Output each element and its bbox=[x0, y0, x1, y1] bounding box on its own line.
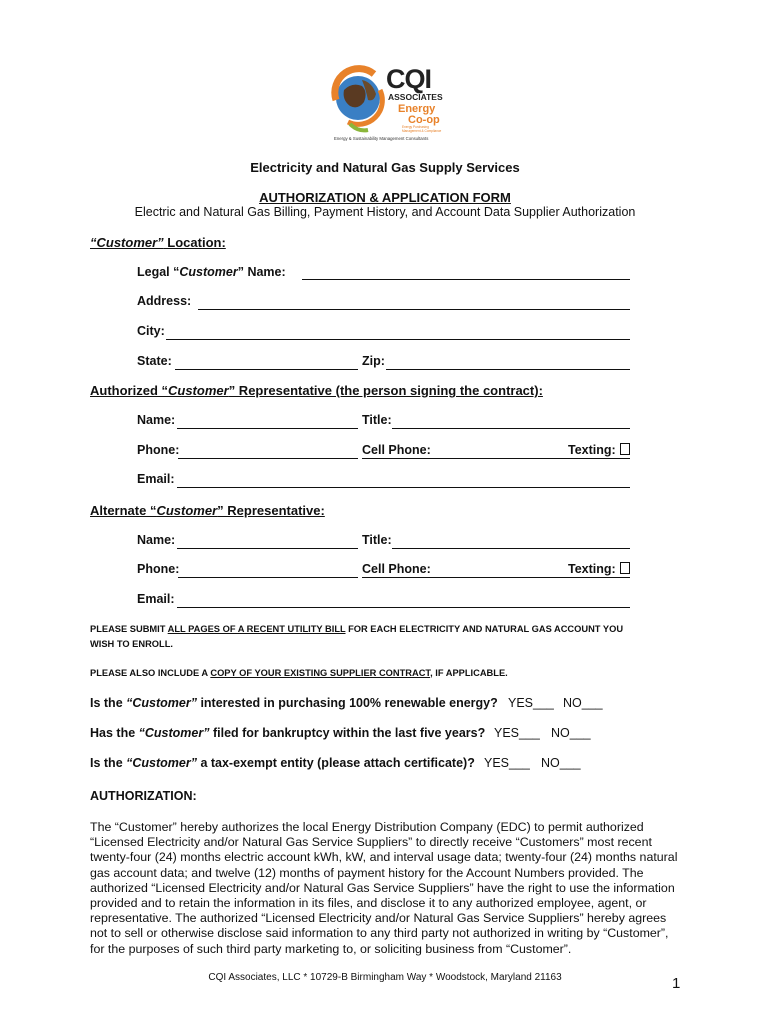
submit-bill-notice-cont: WISH TO ENROLL. bbox=[90, 639, 173, 649]
logo-coop: Co-op bbox=[408, 114, 440, 126]
alt-rep-phone-label: Phone: bbox=[137, 562, 180, 576]
alt-rep-title-label: Title: bbox=[362, 533, 392, 547]
globe-swirl-icon bbox=[328, 60, 388, 138]
company-logo bbox=[328, 58, 478, 144]
auth-rep-phone-label: Phone: bbox=[137, 443, 180, 457]
state-field[interactable] bbox=[175, 369, 358, 370]
logo-subbrand: ASSOCIATES bbox=[388, 92, 443, 102]
question-renewable: Is the “Customer” interested in purchasing 100% renewable energy? bbox=[90, 696, 498, 710]
auth-rep-title-label: Title: bbox=[362, 413, 392, 427]
logo-tagline: Energy & Sustainability Management Consultants bbox=[334, 136, 429, 141]
alt-rep-name-field[interactable] bbox=[177, 548, 358, 549]
alt-rep-name-label: Name: bbox=[137, 533, 176, 547]
page-number: 1 bbox=[672, 975, 681, 992]
address-field[interactable] bbox=[198, 309, 630, 310]
customer-location-heading: “Customer” Location: bbox=[90, 235, 226, 250]
authorized-rep-heading: Authorized “Customer” Representative (the person signing the contract): bbox=[90, 383, 543, 398]
alternate-rep-heading: Alternate “Customer” Representative: bbox=[90, 503, 325, 518]
auth-rep-cell-field[interactable] bbox=[362, 458, 630, 459]
question-tax-exempt: Is the “Customer” a tax-exempt entity (please attach certificate)? bbox=[90, 756, 475, 770]
texting-checkbox[interactable] bbox=[620, 443, 630, 455]
authorization-heading: AUTHORIZATION: bbox=[90, 789, 197, 803]
tax-exempt-yes[interactable]: YES___ bbox=[484, 756, 530, 770]
tax-exempt-no[interactable]: NO___ bbox=[541, 756, 581, 770]
renewable-no[interactable]: NO___ bbox=[563, 696, 603, 710]
state-label: State: bbox=[137, 354, 172, 368]
renewable-yes[interactable]: YES___ bbox=[508, 696, 554, 710]
alt-rep-email-label: Email: bbox=[137, 592, 175, 606]
legal-name-label: Legal “Customer” Name: bbox=[137, 265, 286, 279]
zip-label: Zip: bbox=[362, 354, 385, 368]
logo-energy: Energy bbox=[398, 103, 436, 115]
auth-rep-name-label: Name: bbox=[137, 413, 176, 427]
auth-rep-title-field[interactable] bbox=[392, 428, 630, 429]
alt-texting-checkbox[interactable] bbox=[620, 562, 630, 574]
alt-rep-cell-field[interactable] bbox=[362, 577, 630, 578]
bankruptcy-no[interactable]: NO___ bbox=[551, 726, 591, 740]
auth-rep-email-field[interactable] bbox=[177, 487, 630, 488]
city-field[interactable] bbox=[166, 339, 630, 340]
auth-rep-phone-field[interactable] bbox=[178, 458, 358, 459]
address-label: Address: bbox=[137, 294, 192, 308]
auth-rep-cell-label: Cell Phone: bbox=[362, 443, 431, 457]
form-subtitle: Electric and Natural Gas Billing, Payment History, and Account Data Supplier Authorization bbox=[134, 205, 636, 219]
zip-field[interactable] bbox=[386, 369, 630, 370]
auth-rep-email-label: Email: bbox=[137, 472, 175, 486]
footer-address: CQI Associates, LLC * 10729-B Birmingham Way * Woodstock, Maryland 21163 bbox=[208, 972, 562, 983]
question-bankruptcy: Has the “Customer” filed for bankruptcy within the last five years? bbox=[90, 726, 486, 740]
bankruptcy-yes[interactable]: YES___ bbox=[494, 726, 540, 740]
submit-bill-notice: PLEASE SUBMIT ALL PAGES OF A RECENT UTILITY BILL FOR EACH ELECTRICITY AND NATURAL GAS ACCOUNT YOU bbox=[90, 624, 624, 634]
alt-rep-cell-label: Cell Phone: bbox=[362, 562, 431, 576]
include-contract-notice: PLEASE ALSO INCLUDE A COPY OF YOUR EXISTING SUPPLIER CONTRACT, IF APPLICABLE. bbox=[90, 668, 508, 678]
logo-small-tag: Energy Purchasing Management & Compliance bbox=[402, 125, 442, 133]
city-label: City: bbox=[137, 324, 165, 338]
alt-rep-texting-label: Texting: bbox=[568, 562, 630, 576]
alt-rep-title-field[interactable] bbox=[392, 548, 630, 549]
document-title: Electricity and Natural Gas Supply Services bbox=[250, 160, 520, 175]
logo-brand: CQI bbox=[386, 64, 432, 94]
authorization-body: The “Customer” hereby authorizes the local Energy Distribution Company (EDC) to permit authorized “Licensed Electricity and/or Natural Gas Service Suppliers” to directly receive “Customers” most recent twenty-four (24) months electric account kWh, kW, and interval usage data; twenty-four (24) months natural gas account data; and twelve (12) months of payment history for the Account Numbers provided. The authorized “Licensed Electricity and/or Natural Gas Service Suppliers” have the right to use the information provided and to retain the information in its files, and disclose it to any authorized employee, agent, or representative. The authorized “Licensed Electricity and/or Natural Gas Service Suppliers” hereby agrees not to sell or otherwise disclose said information to any third party not authorized in writing by “Customer”, for the purposes of such third party marketing to, or soliciting business from “Customer”. bbox=[90, 820, 678, 956]
alt-rep-email-field[interactable] bbox=[177, 607, 630, 608]
alt-rep-phone-field[interactable] bbox=[178, 577, 358, 578]
auth-rep-name-field[interactable] bbox=[177, 428, 358, 429]
auth-rep-texting-label: Texting: bbox=[568, 443, 630, 457]
legal-name-field[interactable] bbox=[302, 279, 630, 280]
form-title: AUTHORIZATION & APPLICATION FORM bbox=[259, 190, 511, 205]
